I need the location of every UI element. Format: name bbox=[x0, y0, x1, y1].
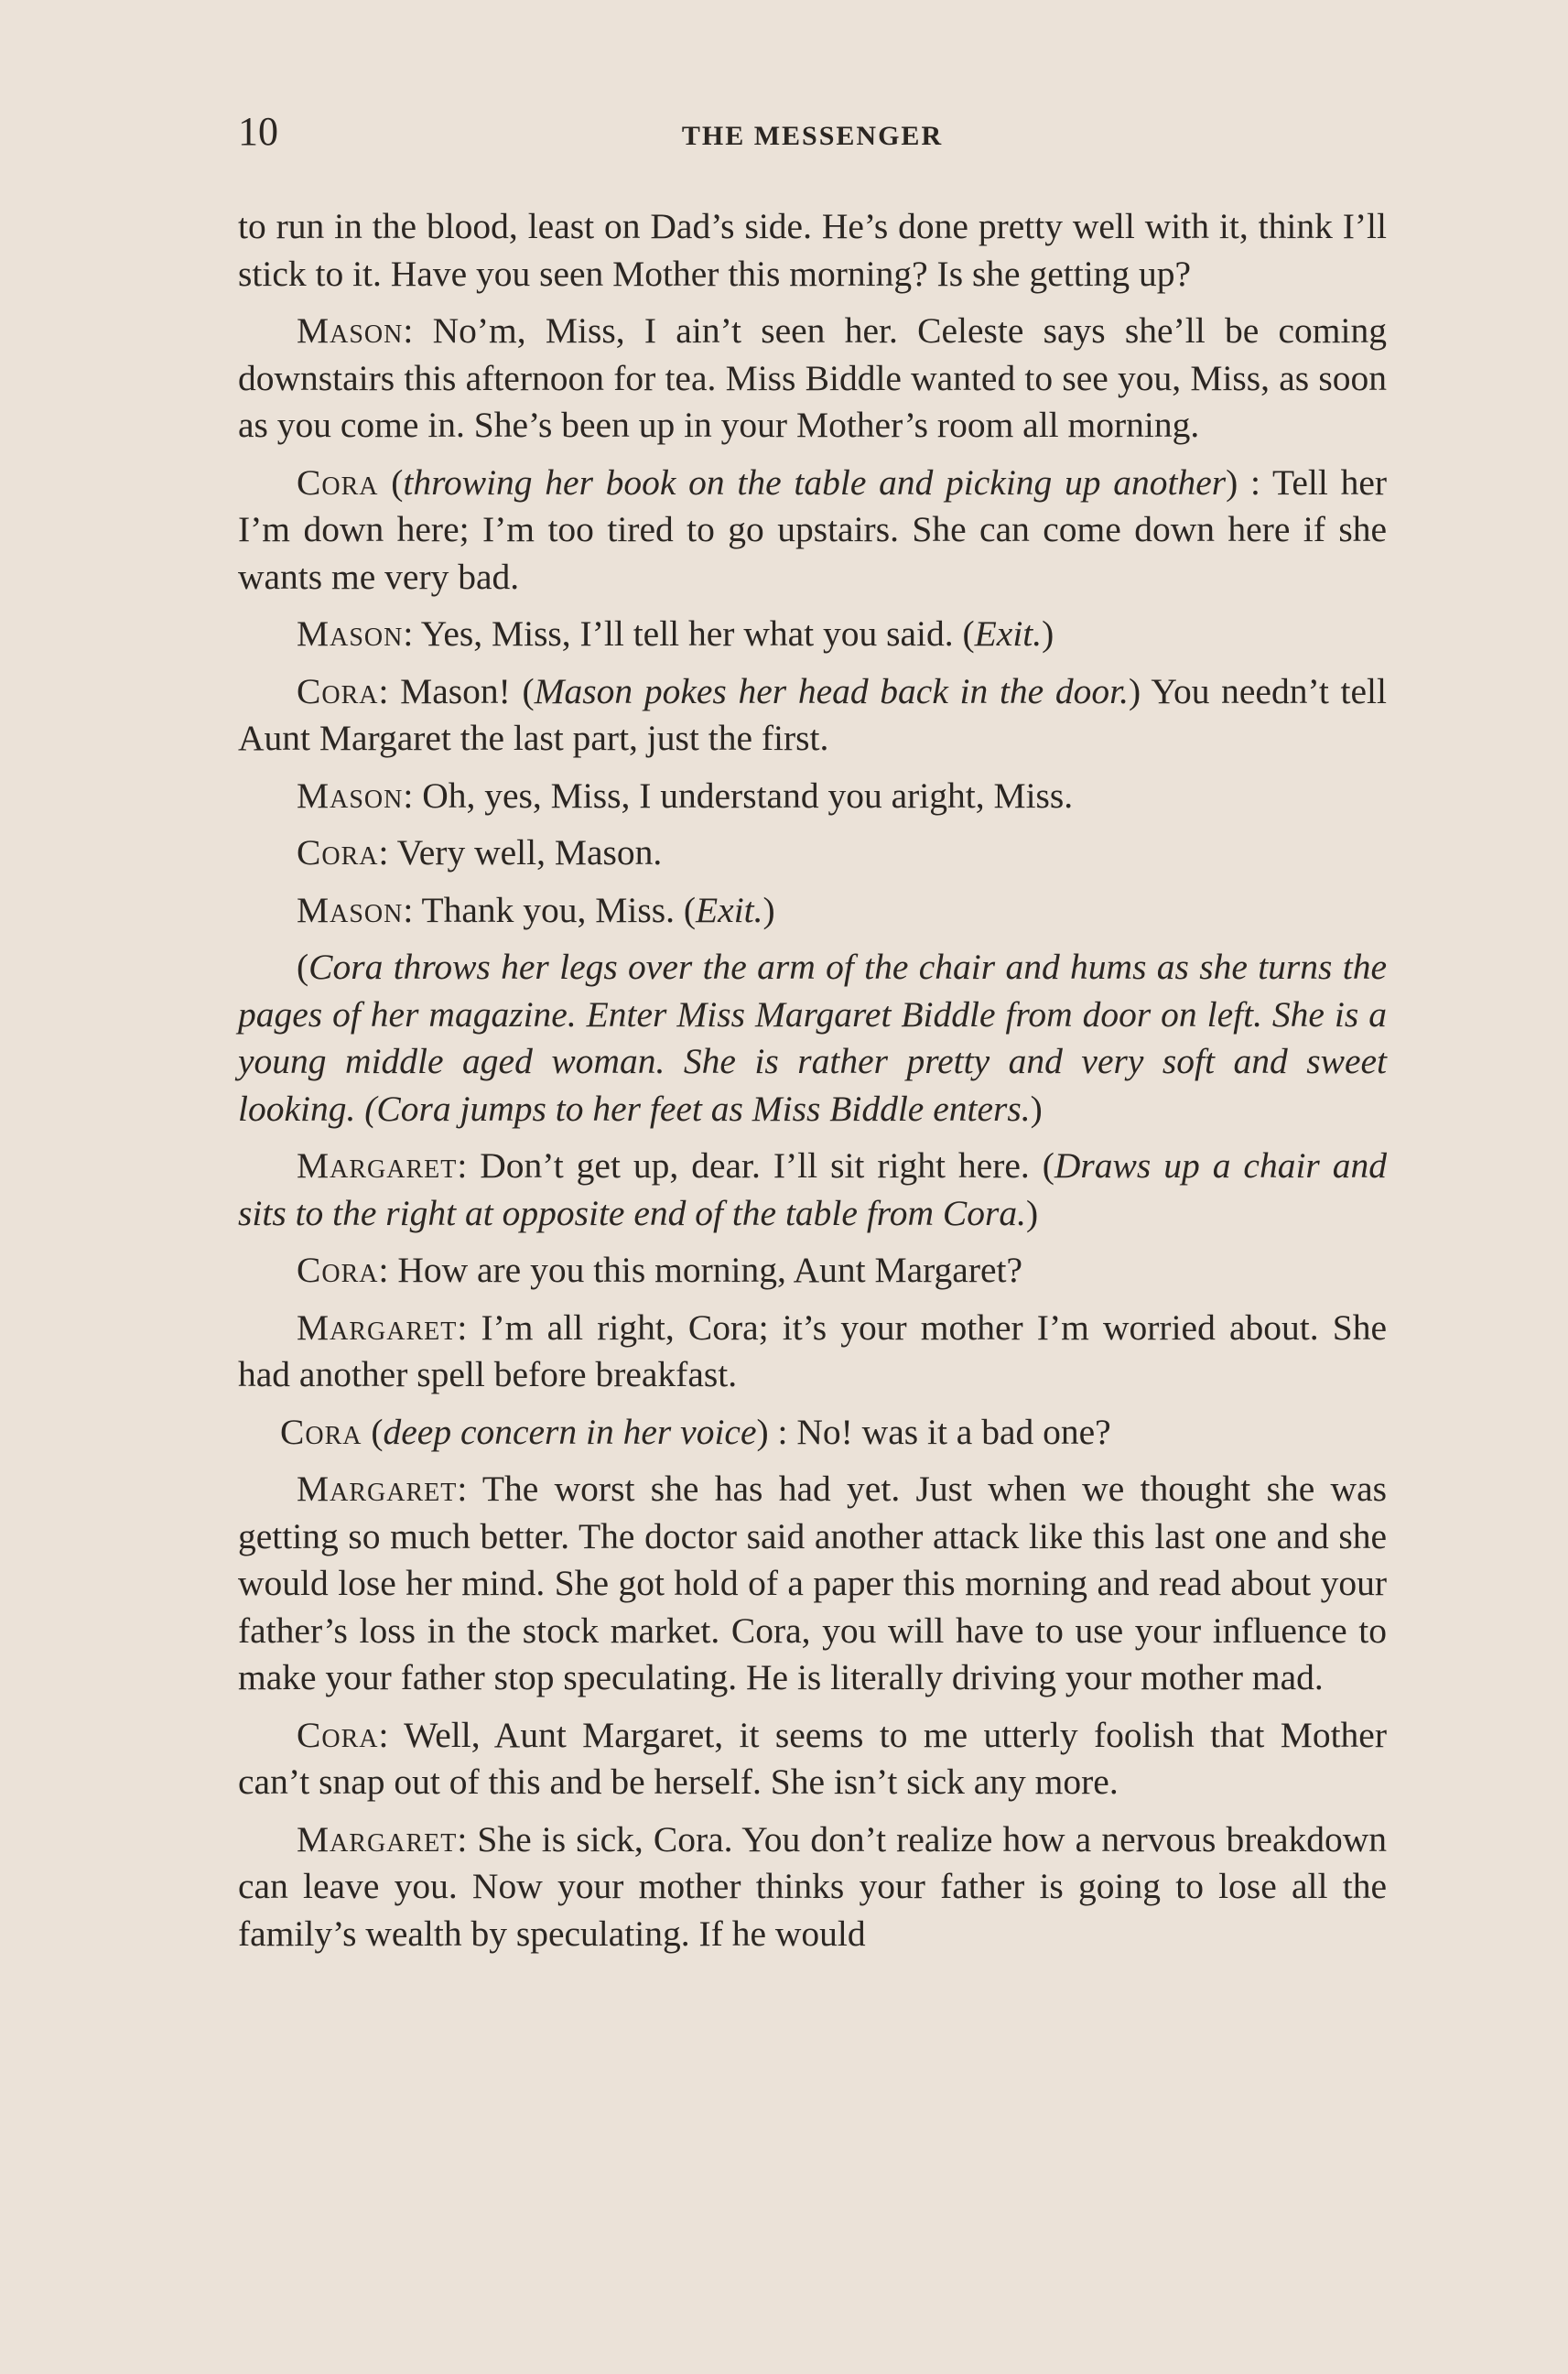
dialogue-text: : Mason! ( bbox=[378, 670, 535, 711]
speaker-name: Mason bbox=[297, 310, 404, 351]
dialogue-paragraph bbox=[238, 1816, 1387, 1958]
dialogue-paragraph bbox=[238, 1143, 1387, 1237]
dialogue-text: : The worst she has had yet. Just when we thought she was getting so much better. The doctor said another attack like this last one and she would lose her mind. She got hold of a paper this morning and read about your father’s loss in the stock market. Cora, you will have to use your influence to make your father stop speculating. He is literally driving your mother mad. bbox=[238, 1469, 1387, 1697]
dialogue-text: ) bbox=[1025, 1192, 1039, 1233]
page-header bbox=[238, 108, 1387, 163]
speaker-name: Mason bbox=[297, 775, 404, 816]
dialogue-paragraph bbox=[238, 1409, 1387, 1457]
stage-direction: deep concern in her voice bbox=[383, 1411, 757, 1452]
speaker-name: Margaret bbox=[297, 1145, 458, 1186]
dialogue-paragraph bbox=[238, 1247, 1387, 1295]
speaker-name: Margaret bbox=[297, 1306, 458, 1348]
dialogue-text: ( bbox=[378, 461, 404, 503]
dialogue-text: : Oh, yes, Miss, I understand you aright, Miss. bbox=[403, 775, 1074, 816]
speaker-name: Cora bbox=[297, 832, 379, 873]
dialogue-paragraph bbox=[238, 887, 1387, 935]
speaker-name: Margaret bbox=[297, 1469, 458, 1509]
dialogue-paragraph bbox=[238, 773, 1387, 820]
dialogue-paragraph bbox=[238, 668, 1387, 763]
dialogue-text: : Yes, Miss, I’ll tell her what you said. ( bbox=[403, 613, 975, 654]
continued-paragraph bbox=[238, 203, 1387, 298]
dialogue-paragraph bbox=[238, 944, 1387, 1133]
dialogue-paragraph bbox=[238, 460, 1387, 602]
dialogue-text: ( bbox=[362, 1411, 384, 1452]
speaker-name: Cora bbox=[280, 1411, 362, 1452]
dialogue-text: ) : Tell her I’m down here; I’m too tired to go upstairs. She can come down here if she wants me very bad. bbox=[238, 461, 1388, 597]
dialogue-paragraph bbox=[238, 611, 1387, 658]
stage-direction: Exit. bbox=[974, 613, 1043, 654]
dialogue-text: ( bbox=[297, 947, 309, 987]
dialogue-paragraph bbox=[238, 308, 1387, 450]
stage-direction: Mason pokes her head back in the door. bbox=[534, 670, 1130, 711]
stage-direction: Exit. bbox=[696, 889, 763, 930]
stage-direction: Cora throws her legs over the arm of the chair and hums as she turns the pages of her magazine. Enter Miss Margaret Biddle from door on left. She is a young middle aged woman. She is rather pretty and very soft and sweet looking. (Cora jumps to her feet as Miss Biddle enters. bbox=[238, 947, 1387, 1129]
dialogue-text: : Don’t get up, dear. I’ll sit right here. ( bbox=[457, 1145, 1054, 1186]
dialogue-text: : How are you this morning, Aunt Margaret? bbox=[378, 1250, 1023, 1290]
dialogue-text: ) bbox=[1042, 613, 1054, 654]
stage-direction: Draws up a chair and sits to the right at opposite end of the table from Cora. bbox=[238, 1145, 1388, 1233]
dialogue-paragraph bbox=[238, 829, 1387, 877]
page-number: 10 bbox=[238, 109, 278, 154]
dialogue-text: : Very well, Mason. bbox=[378, 832, 663, 873]
dialogue-text: : She is sick, Cora. You don’t realize how a nervous breakdown can leave you. Now your mother thinks your father is going to lose all the family’s wealth by speculating. If he would bbox=[238, 1818, 1387, 1954]
speaker-name: Margaret bbox=[297, 1818, 458, 1859]
speaker-name: Mason bbox=[297, 889, 404, 930]
speaker-name: Cora bbox=[297, 1250, 379, 1290]
speaker-name: Cora bbox=[297, 670, 379, 711]
dialogue-paragraph bbox=[238, 1712, 1387, 1806]
dialogue-paragraph bbox=[238, 1466, 1387, 1702]
dialogue-text: : Well, Aunt Margaret, it seems to me utterly foolish that Mother can’t snap out of this and be herself. She isn’t sick any more. bbox=[238, 1714, 1387, 1802]
dialogue-text: ) : No! was it a bad one? bbox=[756, 1411, 1111, 1452]
dialogue-text: ) bbox=[762, 889, 775, 930]
speaker-name: Cora bbox=[297, 1714, 379, 1755]
running-title: THE MESSENGER bbox=[681, 121, 944, 151]
dialogue-text: : I’m all right, Cora; it’s your mother I’m worried about. She had another spell before breakfast. bbox=[238, 1306, 1387, 1394]
dialogue-paragraph bbox=[238, 1305, 1387, 1399]
play-text bbox=[238, 203, 1387, 1967]
dialogue-text: : No’m, Miss, I ain’t seen her. Celeste says she’ll be coming downstairs this afternoon for tea. Miss Biddle wanted to see you, Miss, as soon as you come in. She’s been up in your Mother’s room all morning. bbox=[238, 310, 1387, 445]
speaker-name: Cora bbox=[297, 461, 379, 503]
dialogue-text: : Thank you, Miss. ( bbox=[403, 889, 697, 930]
speaker-name: Mason bbox=[297, 613, 404, 654]
dialogue-text: ) bbox=[1030, 1088, 1043, 1129]
dialogue-text: ) You needn’t tell Aunt Margaret the last part, just the first. bbox=[238, 670, 1388, 758]
dialogue-text: to run in the blood, least on Dad’s side. He’s done pretty well with it, think I’ll stick to it. Have you seen Mother this morning? Is she getting up? bbox=[238, 206, 1387, 294]
stage-direction: throwing her book on the table and picking up another bbox=[403, 461, 1227, 503]
